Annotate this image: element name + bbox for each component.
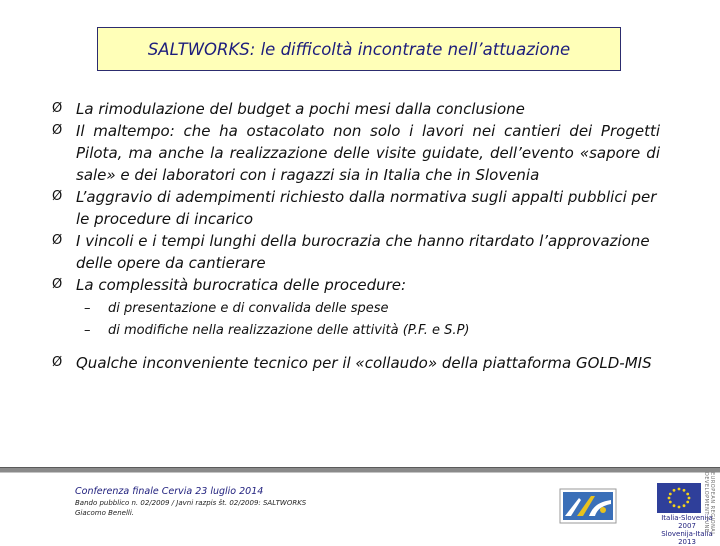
dash-marker: – (84, 301, 91, 316)
sub-list (76, 298, 660, 342)
slide-title-text: SALTWORKS: le difficoltà incontrate nell’attuazione (147, 39, 571, 59)
arrow-bullet-icon: Ø (52, 189, 63, 204)
bullet-item (48, 352, 660, 374)
dash-marker: – (84, 323, 91, 338)
bullet-text: I vincoli e i tempi lunghi della burocrazia che hanno ritardato l’approvazione delle opere da cantierare (76, 232, 650, 272)
bullet-text: La complessità burocratica delle procedure: (76, 276, 407, 294)
eu-flag-logo (657, 483, 701, 513)
bullet-text: Qualche inconveniente tecnico per il «collaudo» della piattaforma GOLD-MIS (76, 354, 652, 372)
arrow-bullet-icon: Ø (52, 277, 63, 292)
footer-divider (0, 467, 720, 473)
slide-title (97, 27, 621, 71)
footer-author: Giacomo Benelli. (75, 509, 135, 517)
eu-side-text: EUROPEAN REGIONAL DEVELOPMENT FUND (703, 472, 715, 536)
bullet-item (48, 120, 660, 186)
arrow-bullet-icon: Ø (52, 233, 63, 248)
bullet-text: Il maltempo: che ha ostacolato non solo i lavori nei cantieri dei Progetti Pilota, ma anche la realizzazione delle visite guidate, dell’evento «sapore di sale» e dei laboratori con i ragazzi sia in Italia che in Slovenia (76, 122, 660, 184)
footer-conference: Conferenza finale Cervia 23 luglio 2014 (75, 486, 264, 497)
bullet-item (48, 98, 660, 120)
bullet-item (48, 186, 660, 230)
bullet-item (48, 274, 660, 342)
eu-caption-line-1: Italia-Slovenija 2007 (661, 514, 713, 530)
sub-item-text: di modifiche nella realizzazione delle attività (P.F. e S.P) (108, 323, 470, 338)
sub-item (76, 320, 660, 342)
sub-item (76, 298, 660, 320)
sub-item-text: di presentazione e di convalida delle spese (108, 301, 389, 316)
footer-info (75, 485, 306, 518)
arrow-bullet-icon: Ø (52, 355, 63, 370)
bullet-list (48, 98, 660, 374)
bullet-text: L’aggravio di adempimenti richiesto dalla normativa sugli appalti pubblici per le procedure di incarico (76, 188, 657, 228)
arrow-bullet-icon: Ø (52, 123, 63, 138)
footer-bando: Bando pubblico n. 02/2009 / Javni razpis št. 02/2009: SALTWORKS (75, 499, 307, 507)
bullet-item (48, 230, 660, 274)
eu-caption-line-2: Slovenija-Italia 2013 (661, 530, 713, 546)
arrow-bullet-icon: Ø (52, 101, 63, 116)
bullet-text: La rimodulazione del budget a pochi mesi dalla conclusione (76, 100, 525, 118)
saltworks-logo (559, 488, 617, 524)
